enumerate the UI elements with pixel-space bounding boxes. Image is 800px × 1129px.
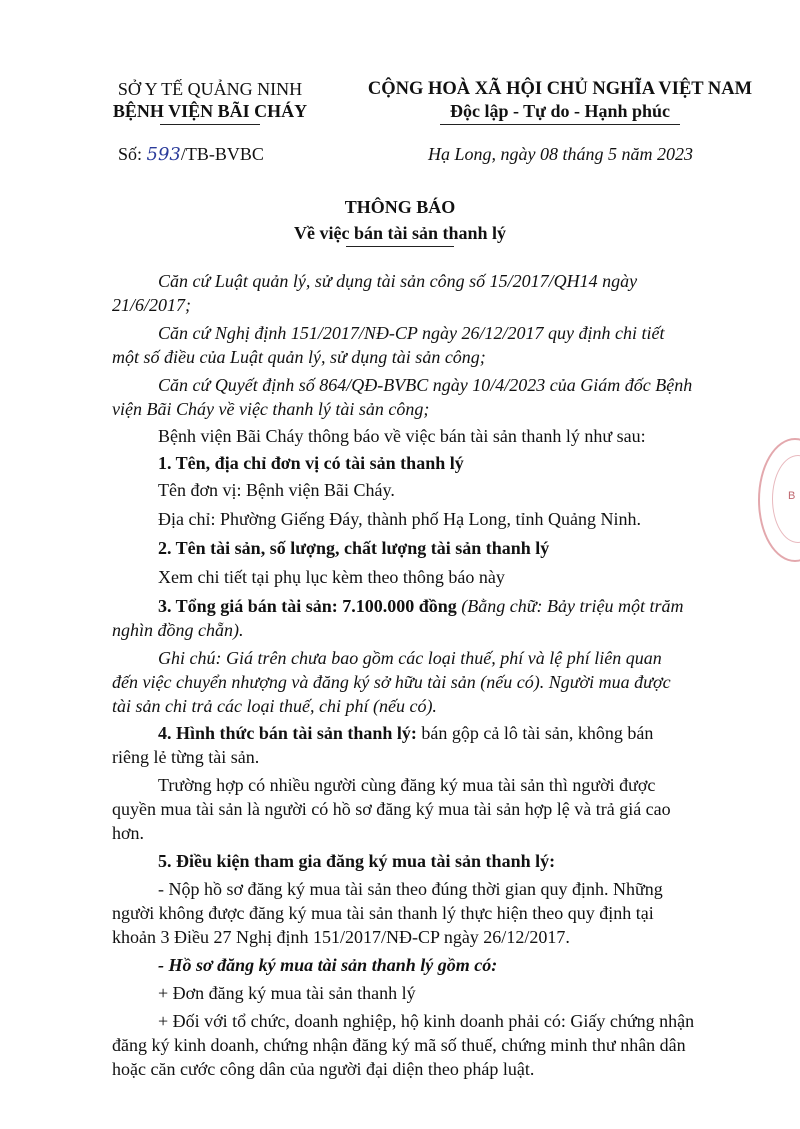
note-line-2: đến việc chuyển nhượng và đăng ký sở hữu tài sản (nếu có). Người mua được [112,672,671,692]
condition-line-1: - Nộp hồ sơ đăng ký mua tài sản theo đúng thời gian quy định. Những [158,879,663,899]
unit-name: Tên đơn vị: Bệnh viện Bãi Cháy. [158,480,395,500]
doc-number: Số: 593/TB-BVBC [118,144,264,165]
condition-line-2: người không được đăng ký mua tài sản thanh lý thực hiện theo quy định tại [112,903,654,923]
doc-title: THÔNG BÁO [344,197,456,217]
case-line-1: Trường hợp có nhiều người cùng đăng ký mua tài sản thì người được [158,775,656,795]
seal-stamp-mark: B [788,490,796,502]
dossier-heading: - Hồ sơ đăng ký mua tài sản thanh lý gồm có: [158,955,498,975]
unit-address: Địa chỉ: Phường Giếng Đáy, thành phố Hạ Long, tỉnh Quảng Ninh. [158,509,642,529]
basis-line-5: Căn cứ Quyết định số 864/QĐ-BVBC ngày 10/4/2023 của Giám đốc Bệnh [158,375,693,395]
place-date: Hạ Long, ngày 08 tháng 5 năm 2023 [428,144,693,164]
section-5-heading: 5. Điều kiện tham gia đăng ký mua tài sản thanh lý: [158,851,556,871]
note-line-3: tài sản chi trả các loại thuế, chi phí (nếu có). [112,696,437,716]
intro-line: Bệnh viện Bãi Cháy thông báo về việc bán tài sản thanh lý như sau: [158,426,646,446]
org-parent: SỞ Y TẾ QUẢNG NINH [117,79,303,99]
doc-subtitle: Về việc bán tài sản thanh lý [293,223,507,243]
basis-line-2: 21/6/2017; [112,295,191,315]
case-line-3: hơn. [112,823,145,843]
dossier-item-2-line-3: hoặc căn cước công dân của người đại diện theo pháp luật. [112,1059,535,1079]
basis-line-6: viện Bãi Cháy về việc thanh lý tài sản công; [112,399,430,419]
section-3-heading: 3. Tổng giá bán tài sản: 7.100.000 đồng (Bằng chữ: Bảy triệu một trăm [158,596,684,616]
dossier-item-2-line-2: đăng ký kinh doanh, chứng nhận đăng ký mã số thuế, chứng minh thư nhân dân [112,1035,686,1055]
section-3-text: nghìn đồng chẵn). [112,620,244,640]
section-4-text: riêng lẻ từng tài sản. [112,747,260,767]
condition-line-3: khoản 3 Điều 27 Nghị định 151/2017/NĐ-CP ngày 26/12/2017. [112,927,570,947]
basis-line-1: Căn cứ Luật quản lý, sử dụng tài sản công số 15/2017/QH14 ngày [158,271,638,291]
org-name: BỆNH VIỆN BÃI CHÁY [112,101,308,121]
section-2-heading: 2. Tên tài sản, số lượng, chất lượng tài sản thanh lý [158,538,550,558]
note-line-1: Ghi chú: Giá trên chưa bao gồm các loại thuế, phí và lệ phí liên quan [158,648,662,668]
section-1-heading: 1. Tên, địa chỉ đơn vị có tài sản thanh lý [158,453,464,473]
country-name: CỘNG HOÀ XÃ HỘI CHỦ NGHĨA VIỆT NAM [367,79,753,99]
basis-line-3: Căn cứ Nghị định 151/2017/NĐ-CP ngày 26/12/2017 quy định chi tiết [158,323,665,343]
section-4-heading: 4. Hình thức bán tài sản thanh lý: bán gộp cả lô tài sản, không bán [158,723,654,743]
basis-line-4: một số điều của Luật quản lý, sử dụng tài sản công; [112,347,486,367]
motto-underline [440,124,680,125]
doc-number-handwritten: 593 [146,144,181,165]
case-line-2: quyền mua tài sản là người có hồ sơ đăng ký mua tài sản hợp lệ và trả giá cao [112,799,671,819]
dossier-item-2-line-1: + Đối với tổ chức, doanh nghiệp, hộ kinh doanh phải có: Giấy chứng nhận [158,1011,695,1031]
subtitle-underline [346,246,454,247]
motto: Độc lập - Tự do - Hạnh phúc [449,101,671,121]
section-2-text: Xem chi tiết tại phụ lục kèm theo thông báo này [158,567,505,587]
org-underline [160,124,260,125]
dossier-item-1: + Đơn đăng ký mua tài sản thanh lý [158,983,416,1003]
